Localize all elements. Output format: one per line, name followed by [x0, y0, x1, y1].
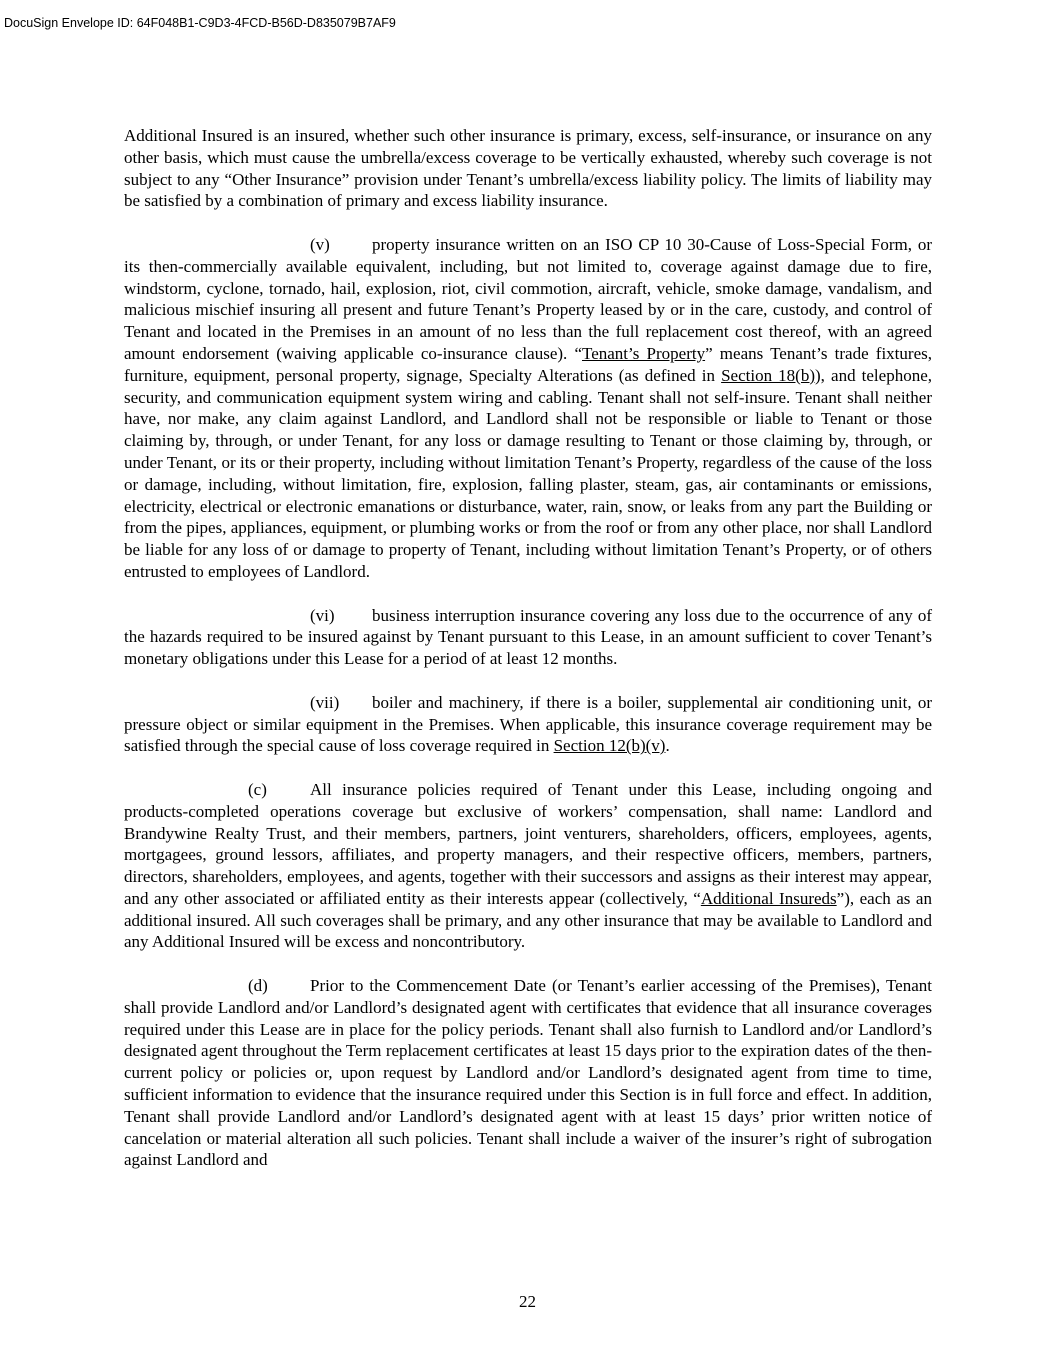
paragraph-text: All insurance policies required of Tenant under this Lease, including ongoing and products-completed operations coverage but exclusive of workers’ compensation, shall name: Landlord and Brandywine Realty Trust, and their members, partners, joint venturers, shareholders, officers, employees, agents, mortgagees, ground lessors, affiliates, and property managers, and their respective officers, members, partners, directors, shareholders, employees, and agents, together with their successors and assigns as their interest may appear, and any other associated or affiliated entity as their interests appear (collectively, “: [124, 779, 932, 908]
paragraph-v: [124, 234, 932, 583]
paragraph-d: [124, 975, 932, 1171]
paragraph-text: ”), each as an additional insured. All such coverages shall be primary, and any other insurance that may be available to Landlord and any Additional Insured will be excess and noncontributory.: [124, 888, 932, 952]
paragraph-marker: (c): [248, 779, 267, 799]
section-reference: Section 18(b): [721, 365, 816, 385]
paragraph-vi: [124, 605, 932, 670]
paragraph-marker: (vi): [310, 605, 335, 625]
paragraph-text: ” means Tenant’s trade fixtures, furniture, equipment, personal property, signage, Specialty Alterations (as defined in: [124, 343, 932, 385]
paragraph-text: Prior to the Commencement Date (or Tenant’s earlier accessing of the Premises), Tenant shall provide Landlord and/or Landlord’s designated agent with certificates that evidence that all insurance coverages required under this Lease are in place for the policy periods. Tenant shall also furnish to Landlord and/or Landlord’s designated agent throughout the Term replacement certificates at least 15 days prior to the expiration dates of the then-current policy or policies or, upon request by Landlord and/or Landlord’s designated agent from time to time, sufficient information to evidence that the insurance required under this Section is in full force and effect. In addition, Tenant shall provide Landlord and/or Landlord’s designated agent with at least 15 days’ prior written notice of cancelation or material alteration all such policies. Tenant shall include a waiver of the insurer’s right of subrogation against Landlord and: [124, 976, 932, 1170]
paragraph-marker: (d): [248, 976, 268, 996]
defined-term: Tenant’s Property: [582, 343, 706, 363]
paragraph-text: boiler and machinery, if there is a boiler, supplemental air conditioning unit, or pressure object or similar equipment in the Premises. When applicable, this insurance coverage requirement may be satisfied through the special cause of loss coverage required in: [124, 692, 932, 756]
paragraph-text: ), and telephone, security, and communication equipment system wiring and cabling. Tenant shall not self-insure. Tenant shall neither have, nor make, any claim against Landlord, and Landlord shall not be responsible or liable to Tenant or those claiming by, through, or under Tenant, for any loss or damage resulting to Tenant or those claiming by, through, or under Tenant, or its or their property, including without limitation Tenant’s Property, regardless of the cause of the loss or damage, including, without limitation, fire, explosion, falling plaster, steam, gas, air contaminants or emissions, electricity, electrical or electronic emanations or disturbance, water, rain, snow, or leaks from any part the Building or from the pipes, appliances, equipment, or plumbing works or from the roof or from any other place, nor shall Landlord be liable for any loss of or damage to property of Tenant, including without limitation Tenant’s Property, or of others entrusted to employees of Landlord.: [124, 365, 932, 581]
document-body: [124, 125, 932, 1193]
paragraph-text: Additional Insured is an insured, whether such other insurance is primary, excess, self-insurance, or insurance on any other basis, which must cause the umbrella/excess coverage to be vertically exhausted, whereby such coverage is not subject to any “Other Insurance” provision under Tenant’s umbrella/excess liability policy. The limits of liability may be satisfied by a combination of primary and excess liability insurance.: [124, 126, 932, 211]
paragraph-c: [124, 779, 932, 953]
paragraph-vii: [124, 692, 932, 757]
paragraph-text: property insurance written on an ISO CP 10 30-Cause of Loss-Special Form, or its then-commercially available equivalent, including, but not limited to, coverage against damage due to fire, windstorm, cyclone, tornado, hail, explosion, riot, civil commotion, aircraft, vehicle, smoke damage, vandalism, and malicious mischief insuring all present and future Tenant’s Property leased by or in the care, custody, and control of Tenant and located in the Premises in an amount of no less than the full replacement cost thereof, with an agreed amount endorsement (waiving applicable co-insurance clause). “: [124, 234, 932, 363]
docusign-envelope-id: DocuSign Envelope ID: 64F048B1-C9D3-4FCD-B56D-D835079B7AF9: [4, 16, 396, 30]
section-reference: Section 12(b)(v): [553, 736, 666, 756]
paragraph-text: .: [665, 736, 670, 756]
paragraph-marker: (vii): [310, 692, 340, 712]
paragraph-text: business interruption insurance covering any loss due to the occurrence of any of the hazards required to be insured against by Tenant pursuant to this Lease, in an amount sufficient to cover Tenant’s monetary obligations under this Lease for a period of at least 12 months.: [124, 605, 932, 669]
paragraph-marker: (v): [310, 234, 330, 254]
page-number: 22: [519, 1292, 536, 1311]
paragraph-continuation: [124, 125, 932, 212]
defined-term: Additional Insureds: [700, 888, 837, 908]
